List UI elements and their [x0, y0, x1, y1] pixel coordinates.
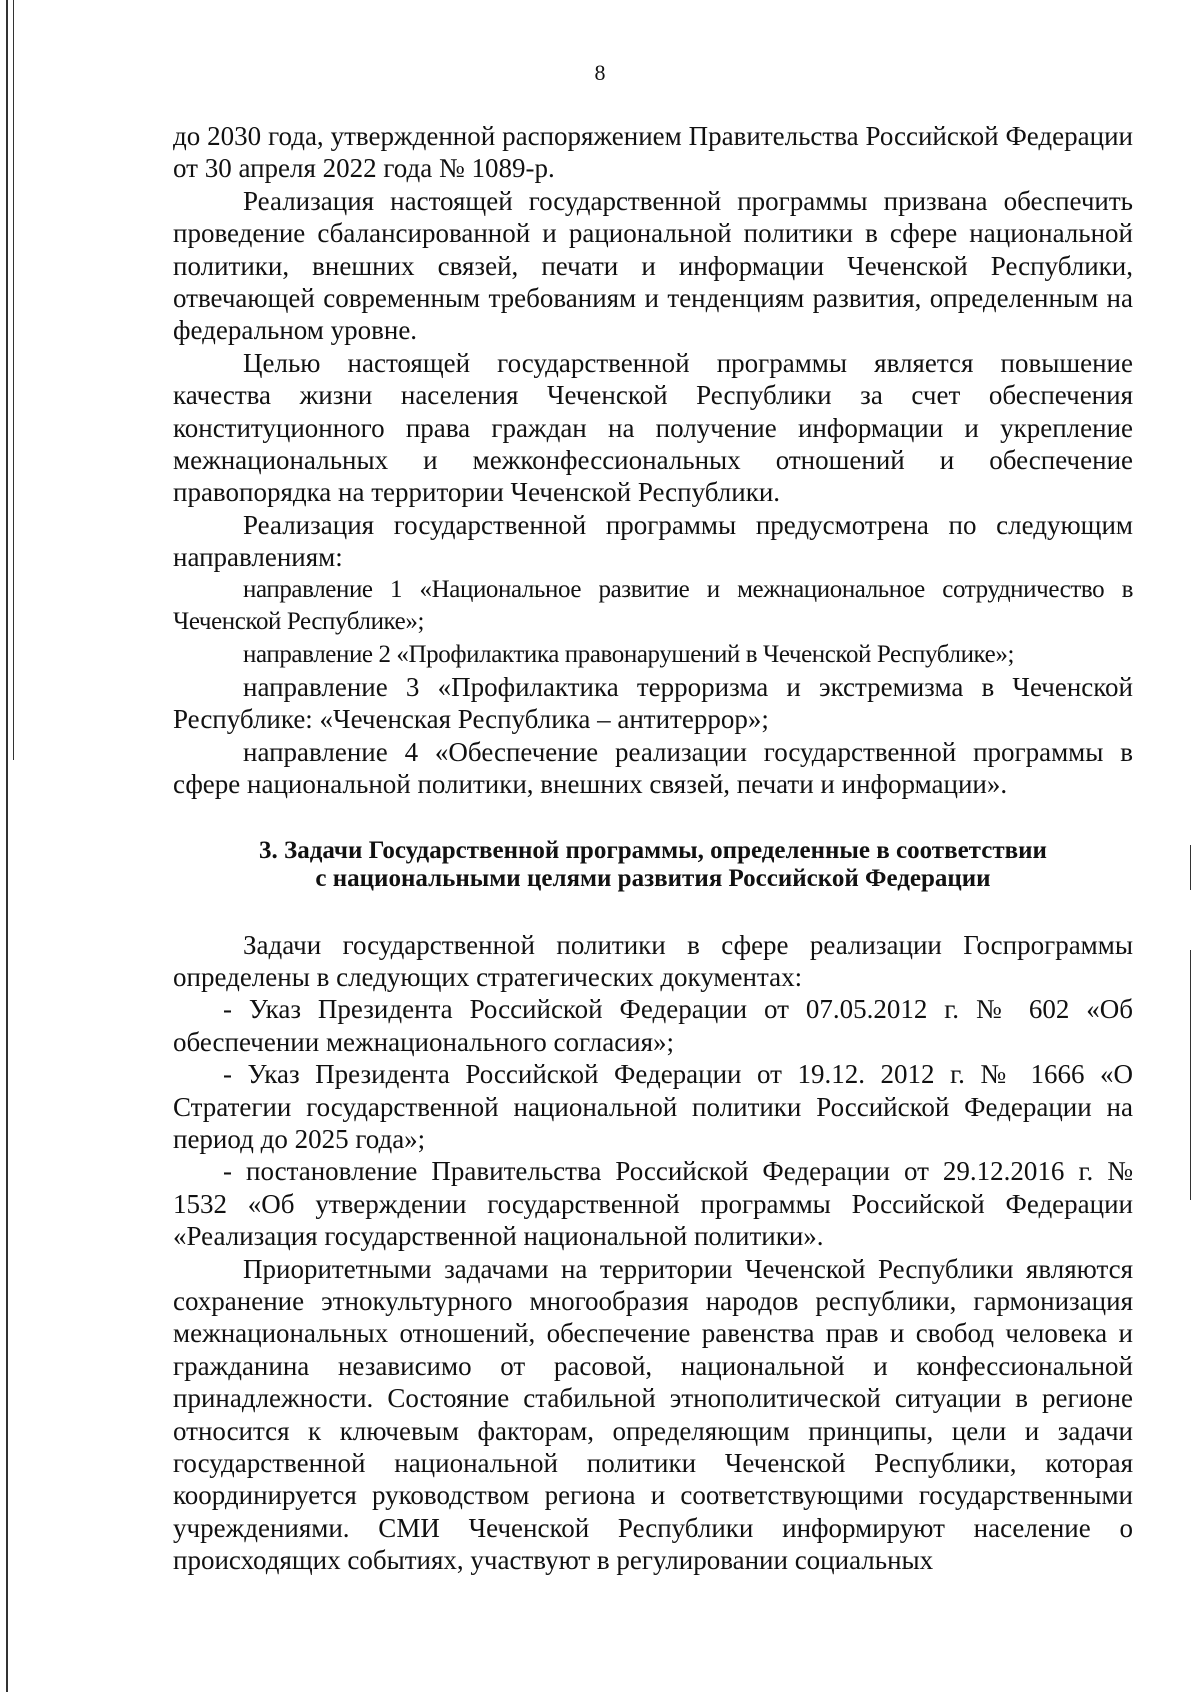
paragraph: направление 1 «Национальное развитие и межнациональное сотрудничество в Чеченской Республике»;: [173, 575, 1133, 636]
paragraph: направление 4 «Обеспечение реализации государственной программы в сфере национальной политики, внешних связей, печати и информации».: [173, 736, 1133, 800]
scan-edge-line: [1190, 845, 1191, 890]
paragraph: Реализация государственной программы предусмотрена по следующим направлениям:: [173, 509, 1133, 573]
scan-edge-line: [1190, 950, 1191, 1200]
paragraph: до 2030 года, утвержденной распоряжением Правительства Российской Федерации от 30 апреля 2022 года № 1089-р.: [173, 121, 1133, 184]
scan-edge-line: [13, 0, 14, 760]
paragraph: - Указ Президента Российской Федерации от 07.05.2012 г. № 602 «Об обеспечении межнационального согласия»;: [173, 994, 1133, 1057]
paragraph: Реализация настоящей государственной программы призвана обеспечить проведение сбалансированной и рациональной политики в сфере национальной политики, внешних связей, печати и информации Чеченской Республики, отвечающей современным требованиям и тенденциям развития, определенным на федеральном уровне.: [173, 185, 1133, 346]
document-body: [173, 120, 1133, 1577]
paragraphs-top: [173, 120, 1133, 801]
section-heading-line2: с национальными целями развития Российской Федерации: [315, 864, 991, 892]
section-heading: [173, 837, 1133, 893]
paragraphs-bottom: [173, 929, 1133, 1577]
paragraph: направление 2 «Профилактика правонарушений в Чеченской Республике»;: [243, 640, 1015, 668]
paragraph: - Указ Президента Российской Федерации от 19.12. 2012 г. № 1666 «О Стратегии государственной национальной политики Российской Федерации на период до 2025 года»;: [173, 1059, 1133, 1154]
paragraph: Приоритетными задачами на территории Чеченской Республики являются сохранение этнокультурного многообразия народов республики, гармонизация межнациональных отношений, обеспечение равенства прав и свобод человека и гражданина независимо от расовой, национальной и конфессиональной принадлежности. Состояние стабильной этнополитической ситуации в регионе относится к ключевым факторам, определяющим принципы, цели и задачи государственной национальной политики Чеченской Республики, которая координируется руководством региона и соответствующими государственными учреждениями. СМИ Чеченской Республики информируют население о происходящих событиях, участвуют в регулировании социальных: [173, 1253, 1133, 1576]
scan-edge-line: [6, 0, 8, 1692]
paragraph: Целью настоящей государственной программы является повышение качества жизни населения Чеченской Республики за счет обеспечения конституционного права граждан на получение информации и укрепление межнациональных и межконфессиональных отношений и обеспечение правопорядка на территории Чеченской Республики.: [173, 347, 1133, 508]
section-heading-line1: 3. Задачи Государственной программы, определенные в соответствии: [259, 836, 1047, 864]
paragraph: направление 3 «Профилактика терроризма и экстремизма в Чеченской Республике: «Чеченская Республика – антитеррор»;: [173, 671, 1133, 735]
paragraph: - постановление Правительства Российской Федерации от 29.12.2016 г. № 1532 «Об утверждении государственной программы Российской Федерации «Реализация государственной национальной политики».: [173, 1156, 1133, 1252]
paragraph: Задачи государственной политики в сфере реализации Госпрограммы определены в следующих стратегических документах:: [173, 929, 1133, 992]
page-number: 8: [594, 60, 606, 85]
